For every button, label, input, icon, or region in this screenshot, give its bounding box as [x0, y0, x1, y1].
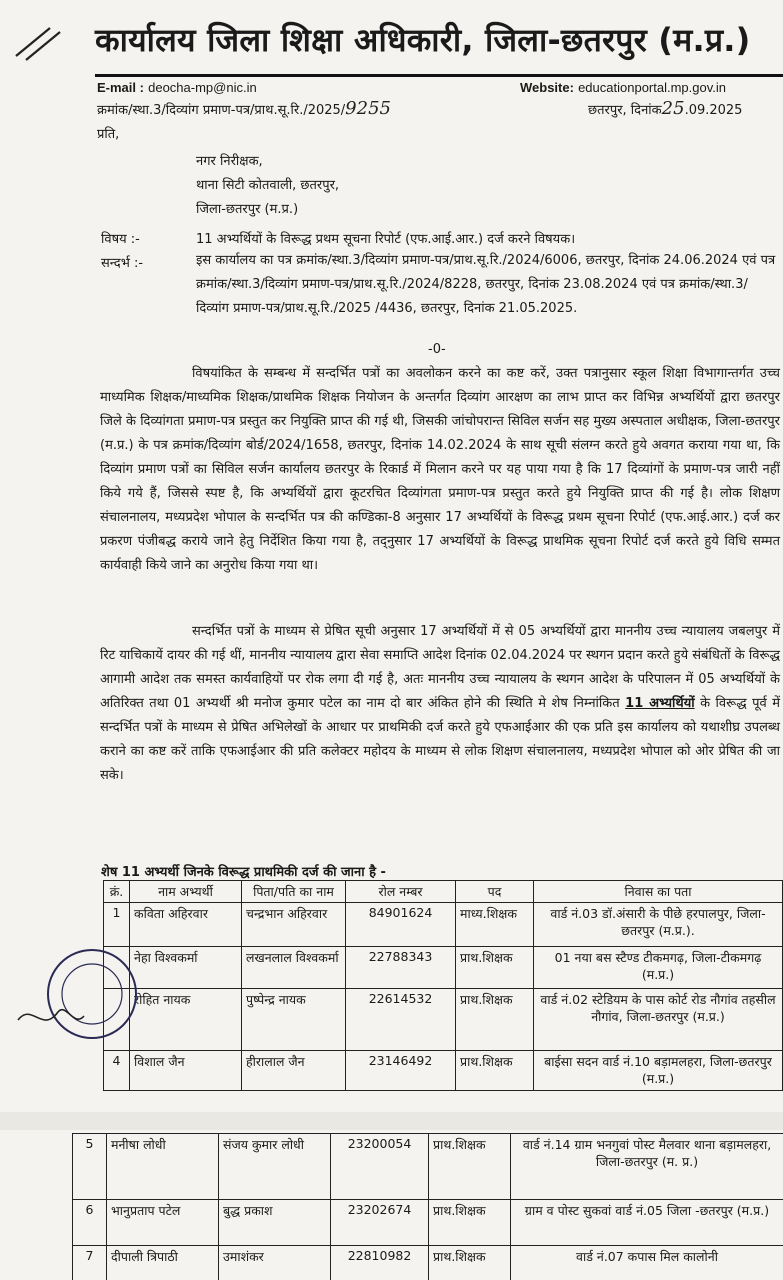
salutation: प्रति, [97, 127, 120, 142]
paragraph-2 [100, 620, 780, 788]
cell-name: भानुप्रताप पटेल [107, 1200, 219, 1246]
header-father: पिता/पति का नाम [242, 881, 346, 903]
header-post: पद [456, 881, 534, 903]
cell-roll: 23146492 [346, 1051, 456, 1091]
cell-post: प्राथ.शिक्षक [456, 989, 534, 1051]
cell-sno: 6 [73, 1200, 107, 1246]
table-row [104, 947, 783, 989]
cell-post: माध्य.शिक्षक [456, 903, 534, 947]
recipient-address [196, 150, 339, 222]
date-handwritten-day: 25 [661, 98, 685, 119]
cell-post: प्राथ.शिक्षक [456, 947, 534, 989]
table-header-row [104, 881, 783, 903]
cell-address: 01 नया बस स्टैण्ड टीकमगढ़, जिला-टीकमगढ़ (म.प्र.) [534, 947, 783, 989]
reference-text: इस कार्यालय का पत्र क्रमांक/स्था.3/दिव्यांग प्रमाण-पत्र/प्राथ.सू.रि./2024/6006, छतरपुर, दिनांक 24.06.2024 एवं पत्र क्रमांक/स्था.3/दिव्यांग प्रमाण-पत्र/प्राथ.सू.रि./2024/8228, छतरपुर, दिनांक 23.08.2024 एवं पत्र क्रमांक/स्था.3/दिव्यांग प्रमाण-पत्र/प्राथ.सू.रि./2025 /4436, छतरपुर, दिनांक 21.05.2025. [196, 253, 776, 316]
cell-roll: 23200054 [331, 1134, 429, 1200]
cell-father: हीरालाल जैन [242, 1051, 346, 1091]
website-label: Website: [520, 80, 574, 95]
cell-roll: 22810982 [331, 1246, 429, 1280]
recipient-line-2: थाना सिटी कोतवाली, छतरपुर, [196, 178, 340, 193]
cell-father: संजय कुमार लोधी [219, 1134, 331, 1200]
recipient-line-3: जिला-छतरपुर (म.प्र.) [196, 202, 299, 217]
cell-roll: 22788343 [346, 947, 456, 989]
cell-post: प्राथ.शिक्षक [429, 1200, 511, 1246]
cell-address: वार्ड नं.03 डॉ.अंसारी के पीछे हरपालपुर, जिला-छतरपुर (म.प्र.). [534, 903, 783, 947]
cell-address: ग्राम व पोस्ट सुकवां वार्ड नं.05 जिला -छतरपुर (म.प्र.) [511, 1200, 783, 1246]
reference-number [97, 98, 391, 119]
reference-number-handwritten: 9255 [345, 98, 391, 119]
cell-sno: 5 [73, 1134, 107, 1200]
cell-name: नेहा विश्वकर्मा [130, 947, 242, 989]
paragraph-2-before: सन्दर्भित पत्रों के माध्यम से प्रेषित सूची अनुसार 17 अभ्यर्थियों में से 05 अभ्यर्थियों द्वारा माननीय उच्च न्यायालय जबलपुर में रिट याचिकायें दायर की गई थीं, माननीय न्यायालय द्वारा सेवा समाप्ति आदेश दिनांक 02.04.2024 पर स्थगन प्रदान करते हुये संबंधितों के विरूद्ध आगामी आदेश तक समस्त कार्यवाहियों पर रोक लगा दी गई है, अतः माननीय उच्च न्यायालय के स्थगन आदेश के परिपालन में 05 अभ्यर्थियों के अतिरिक्त तथा 01 अभ्यर्थी श्री मनोज कुमार पटेल का नाम दो बार अंकित होने की स्थिति मे शेष निम्नांकित [100, 624, 780, 711]
office-stamp-icon [14, 946, 142, 1046]
cell-roll: 22614532 [346, 989, 456, 1051]
header-address: निवास का पता [534, 881, 783, 903]
cell-name: कविता अहिरवार [130, 903, 242, 947]
table-row [73, 1246, 783, 1280]
candidates-table [103, 880, 783, 1091]
date-suffix: .09.2025 [684, 103, 743, 118]
header-name: नाम अभ्यर्थी [130, 881, 242, 903]
cell-address: वार्ड नं.07 कपास मिल कालोनी [511, 1246, 783, 1280]
table-row [104, 989, 783, 1051]
paragraph-1: विषयांकित के सम्बन्ध में सन्दर्भित पत्रों का अवलोकन करने का कष्ट करें, उक्त पत्रानुसार स्कूल शिक्षा विभागान्तर्गत उच्च माध्यमिक शिक्षक/माध्यमिक शिक्षक/प्राथमिक शिक्षक नियोजन के अन्तर्गत दिव्यांग आरक्षण का लाभ प्राप्त कर विभिन्न अभ्यर्थियों द्वारा छतरपुर जिले के दिव्यांगता प्रमाण-पत्र प्रस्तुत कर नियुक्ति प्राप्त की गई थी, जिसकी जांचोपरान्त सिविल सर्जन सह मुख्य अस्पताल अधीक्षक, जिला-छतरपुर (म.प्र.) के पत्र क्रमांक/दिव्यांग बोर्ड/2024/1658, छतरपुर, दिनांक 14.02.2024 के साथ सूची संलग्न करते हुये अवगत कराया गया था, कि दिव्यांग प्रमाण पत्रों का सिविल सर्जन कार्यालय छतरपुर के रिकार्ड में मिलान करने पर यह पाया गया है कि 17 दिव्यांगों के प्रमाण-पत्र जारी नहीं किये गये हैं, जिससे स्पष्ट है, कि अभ्यर्थियों द्वारा कूटरचित दिव्यांगता प्रमाण-पत्र प्रस्तुत करते हुये नियुक्ति प्राप्त की गई है। लोक शिक्षण संचालनालय, मध्यप्रदेश भोपाल के सन्दर्भित पत्र की कण्डिका-8 अनुसार 17 अभ्यर्थियों के विरूद्ध प्रथम सूचना रिपोर्ट (एफ.आई.आर.) दर्ज कर प्रकरण पंजीबद्ध कराये जाने हेतु निर्देशित किया गया है, तद्नुसार 17 अभ्यर्थियों के विरूद्ध प्राथमिक सूचना रिपोर्ट दर्ज करते हुये विधि सम्मत कार्यवाही किये जाने का अनुरोध किया गया था। [100, 366, 780, 573]
page-join-gap [0, 1112, 783, 1130]
website-url[interactable]: educationportal.mp.gov.in [578, 80, 726, 95]
cell-post: प्राथ.शिक्षक [429, 1246, 511, 1280]
table-row [104, 1051, 783, 1091]
paragraph-2-bold: 11 अभ्यर्थियों [625, 696, 695, 711]
list-heading: शेष 11 अभ्यर्थी जिनके विरूद्ध प्राथमिकी दर्ज की जाना है - [101, 865, 386, 880]
cell-roll: 23202674 [331, 1200, 429, 1246]
table-row [73, 1200, 783, 1246]
header-sno: क्रं. [104, 881, 130, 903]
cell-father: चन्द्रभान अहिरवार [242, 903, 346, 947]
cell-father: लखनलाल विश्वकर्मा [242, 947, 346, 989]
cell-roll: 84901624 [346, 903, 456, 947]
cell-address: वार्ड नं.14 ग्राम भनगुवां पोस्ट मैलवार थाना बड़ामलहरा, जिला-छतरपुर (म. प्र.) [511, 1134, 783, 1200]
reference-label: सन्दर्भ :- [101, 256, 144, 271]
subject-text: 11 अभ्यर्थियों के विरूद्ध प्रथम सूचना रिपोर्ट (एफ.आई.आर.) दर्ज करने विषयक। [196, 232, 576, 247]
cell-post: प्राथ.शिक्षक [456, 1051, 534, 1091]
website-line [520, 80, 726, 96]
cell-father: उमाशंकर [219, 1246, 331, 1280]
recipient-line-1: नगर निरीक्षक, [196, 154, 263, 169]
table-row [104, 903, 783, 947]
table-row [73, 1134, 783, 1200]
date-prefix: छतरपुर, दिनांक [588, 103, 662, 118]
office-title: कार्यालय जिला शिक्षा अधिकारी, जिला-छतरपुर (म.प्र.) [95, 21, 751, 59]
email-address[interactable]: deocha-mp@nic.in [148, 80, 257, 95]
reference-number-prefix: क्रमांक/स्था.3/दिव्यांग प्रमाण-पत्र/प्राथ.सू.रि./2025/ [97, 103, 346, 118]
cell-address: बाईसा सदन वार्ड नं.10 बड़ामलहरा, जिला-छतरपुर (म.प्र.) [534, 1051, 783, 1091]
header-roll: रोल नम्बर [346, 881, 456, 903]
cell-father: बुद्ध प्रकाश [219, 1200, 331, 1246]
cell-post: प्राथ.शिक्षक [429, 1134, 511, 1200]
paragraph-2-after: के विरूद्ध पूर्व में सन्दर्भित पत्रों के माध्यम से प्रेषित अभिलेखों के आधार पर प्राथमिकी दर्ज करते हुये एफआईआर की एक प्रति इस कार्यालय को यथाशीघ्र उपलब्ध कराने का कष्ट करें ताकि एफआईआर की प्रति कलेक्टर महोदय के माध्यम से लोक शिक्षण संचालनालय, मध्यप्रदेश भोपाल को ओर प्रेषित की जा सके। [100, 696, 780, 783]
email-label: E-mail : [97, 80, 144, 95]
candidates-table-continued [72, 1133, 783, 1280]
cell-name: विशाल जैन [130, 1051, 242, 1091]
handwritten-mark-icon [12, 22, 72, 62]
email-line [97, 80, 257, 96]
cell-address: वार्ड नं.02 स्टेडियम के पास कोर्ट रोड नौगांव तहसील नौगांव, जिला-छतरपुर (म.प्र.) [534, 989, 783, 1051]
cell-name: दीपाली त्रिपाठी [107, 1246, 219, 1280]
letter-date [588, 98, 742, 119]
separator: -0- [428, 342, 446, 357]
cell-father: पुष्पेन्द्र नायक [242, 989, 346, 1051]
subject-label: विषय :- [101, 232, 140, 247]
cell-sno: 4 [104, 1051, 130, 1091]
cell-sno: 1 [104, 903, 130, 947]
header-divider [95, 74, 783, 77]
cell-sno: 7 [73, 1246, 107, 1280]
cell-name: रोहित नायक [130, 989, 242, 1051]
cell-name: मनीषा लोधी [107, 1134, 219, 1200]
